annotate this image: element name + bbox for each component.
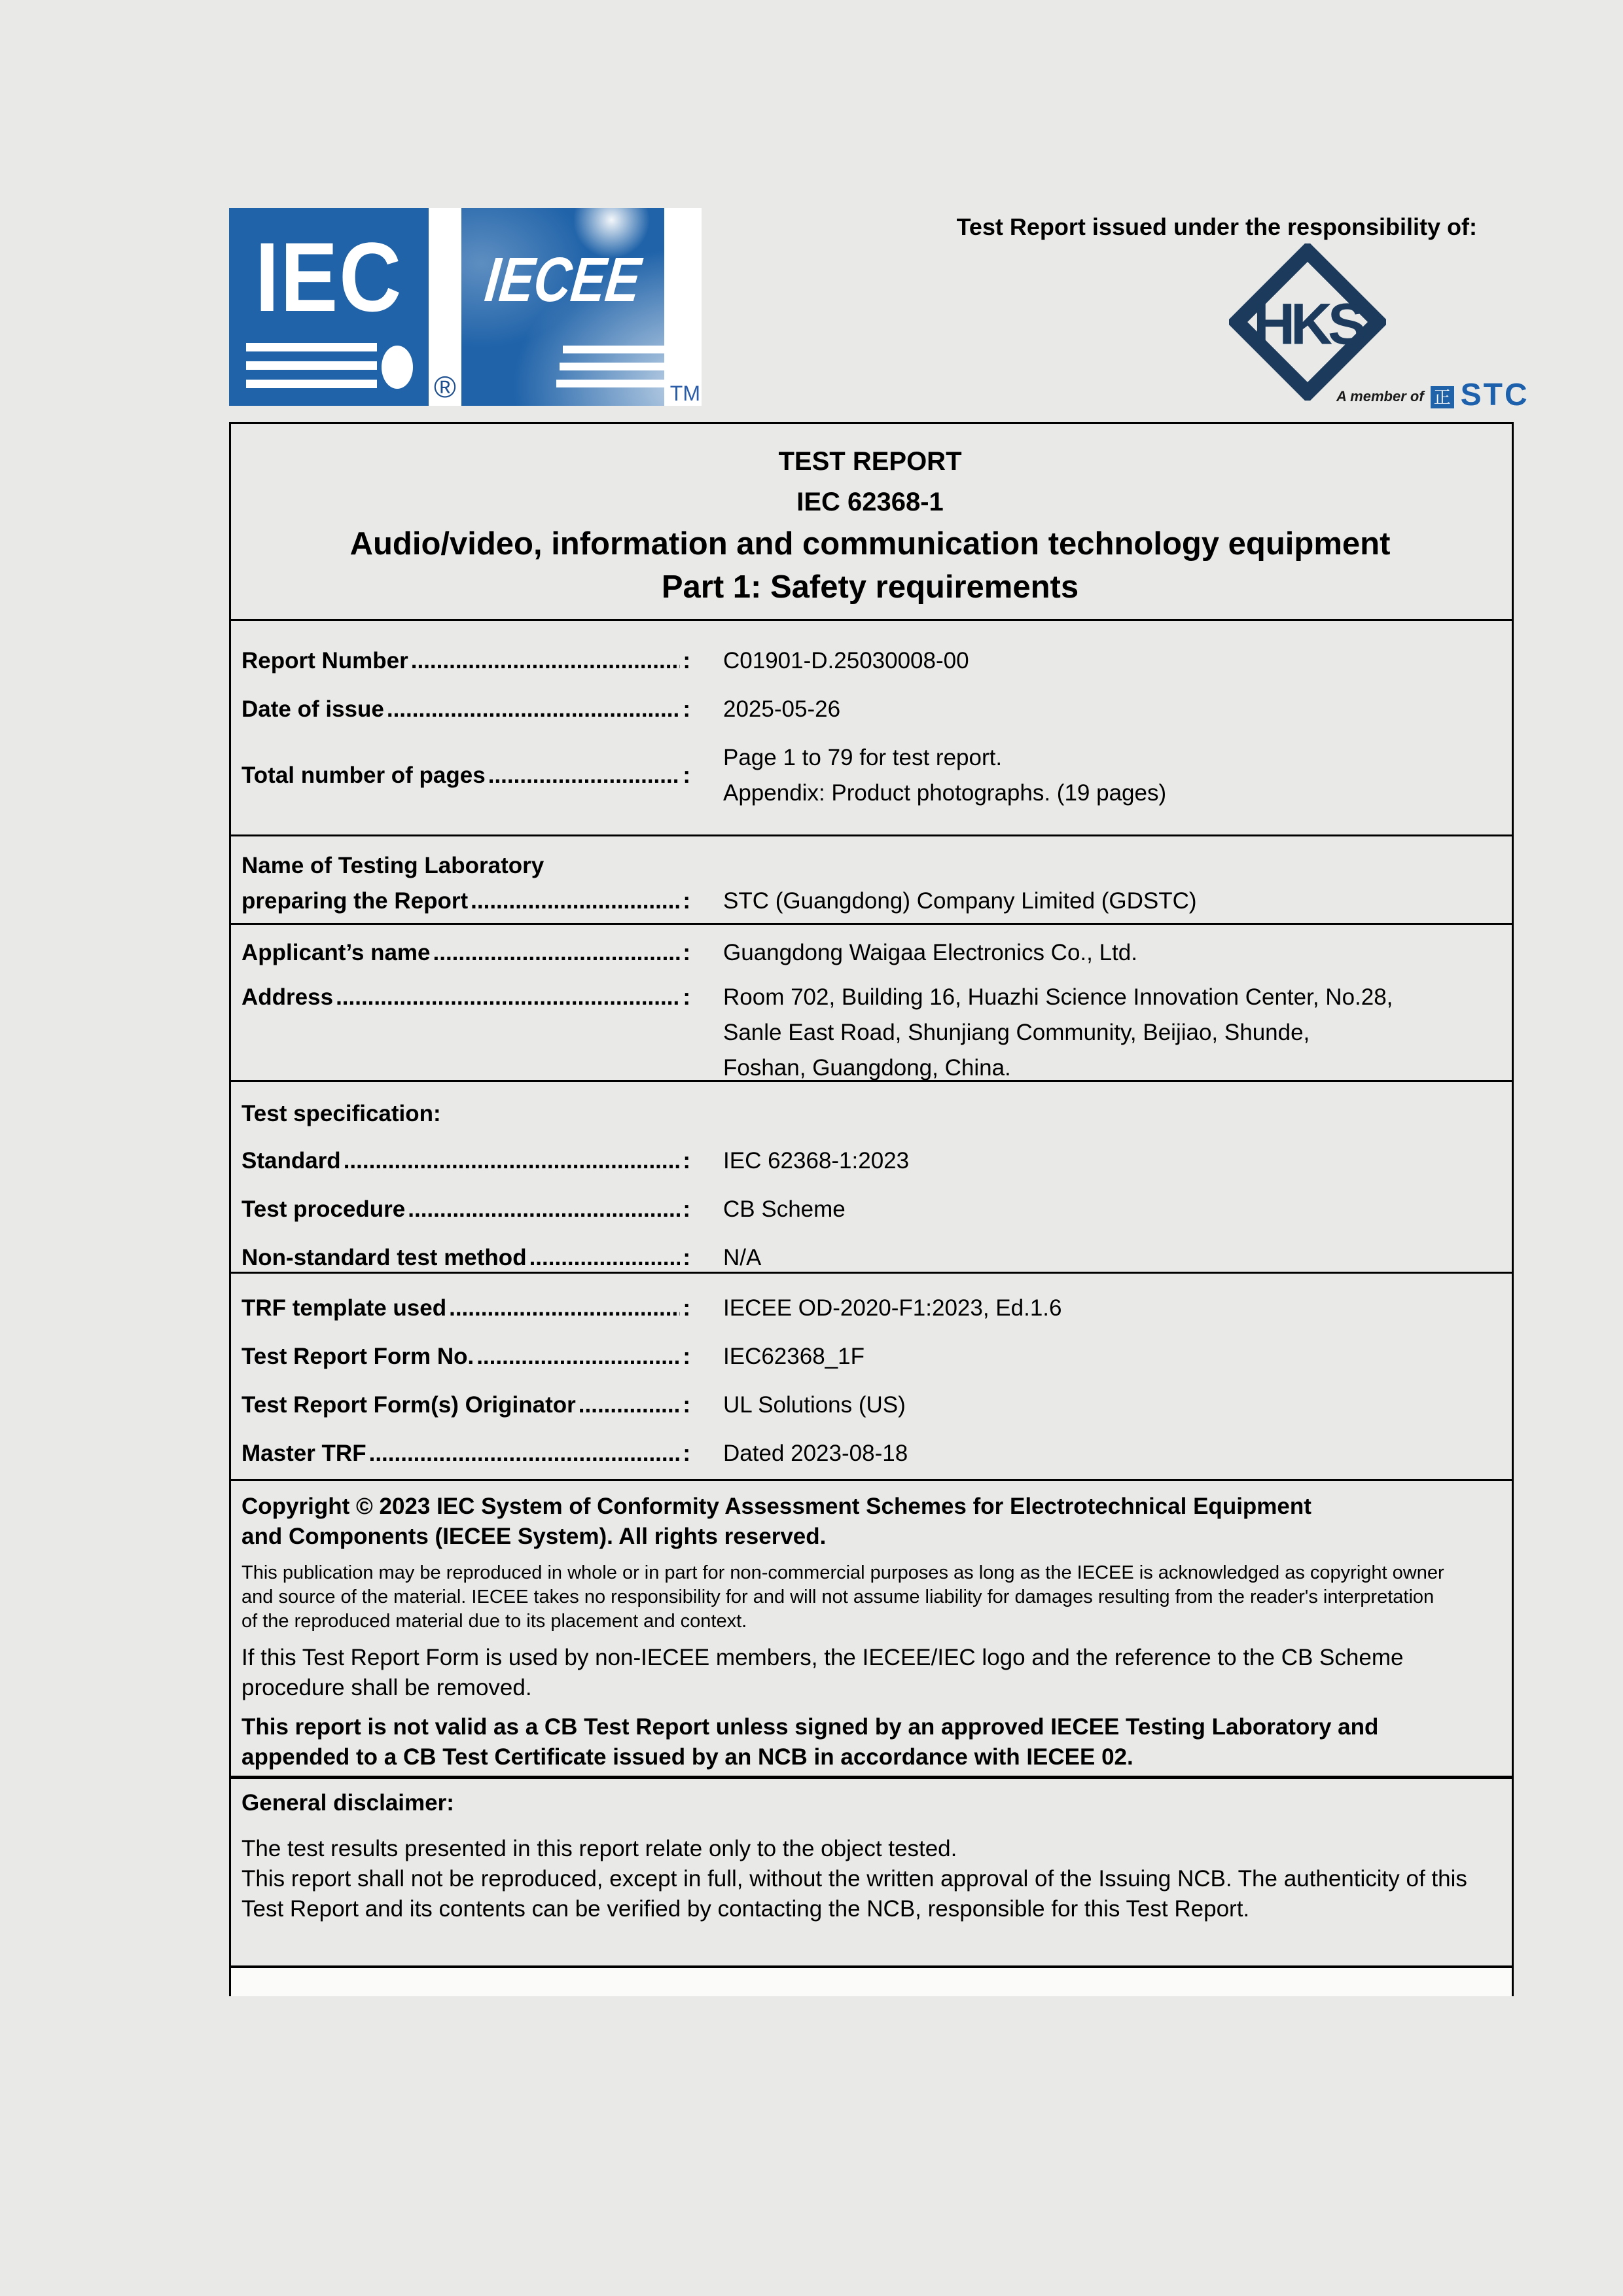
master-trf-value: Dated 2023-08-18 (723, 1441, 908, 1466)
report-number-value: C01901-D.25030008-00 (723, 648, 969, 673)
report-number-label: Report Number (241, 648, 408, 673)
field-test-procedure (241, 1192, 1499, 1227)
copyright-section (231, 1479, 1512, 1776)
test-spec-heading: Test specification: (241, 1101, 441, 1126)
label-colon (683, 1192, 690, 1227)
field-non-standard-method (241, 1240, 1499, 1276)
leader-dots (529, 1240, 681, 1276)
iec-stripes-icon (246, 343, 377, 398)
logo-divider (429, 208, 461, 406)
label-colon (683, 1291, 690, 1326)
testing-lab-section (231, 834, 1512, 923)
total-pages-label: Total number of pages (241, 762, 486, 788)
label-colon (683, 1339, 690, 1374)
test-specification-section (231, 1080, 1512, 1272)
stc-logo-text: STC (1460, 378, 1529, 412)
leader-dots (449, 1291, 680, 1326)
title-test-report: TEST REPORT (778, 447, 962, 476)
field-trf-number (241, 1339, 1499, 1374)
iec-logo (229, 208, 429, 406)
validity-note: This report is not valid as a CB Test Report unless signed by an approved IECEE Testing Laboratory and appended to a CB Test Certificate issued by an NCB in accordance with IECEE 02. (241, 1714, 1379, 1770)
master-trf-label: Master TRF (241, 1441, 366, 1466)
field-testing-lab (241, 848, 1499, 919)
non-member-note: If this Test Report Form is used by non-IECEE members, the IECEE/IEC logo and the reference to the CB Scheme procedure shall be removed. (241, 1645, 1404, 1700)
leader-dots (433, 935, 681, 971)
field-trf-originator (241, 1388, 1499, 1423)
trademark-strip (664, 208, 702, 406)
iecee-stripes-icon (556, 346, 664, 397)
applicant-section (231, 923, 1512, 1080)
label-colon (683, 643, 690, 679)
standard-label: Standard (241, 1148, 341, 1174)
date-of-issue-value: 2025-05-26 (723, 696, 841, 722)
responsibility-text: Test Report issued under the responsibility of: (956, 213, 1477, 240)
disclaimer-line1: The test results presented in this report relate only to the object tested. (241, 1836, 957, 1861)
field-address (241, 980, 1499, 1086)
field-applicant-name (241, 935, 1499, 971)
title-standard-name: Audio/video, information and communication technology equipment (349, 526, 1391, 562)
registered-trademark-icon: ® (434, 370, 456, 404)
leader-dots (411, 643, 681, 679)
general-disclaimer-section (231, 1776, 1512, 1965)
trademark-icon: TM (669, 382, 700, 405)
test-procedure-label: Test procedure (241, 1196, 406, 1222)
standard-value: IEC 62368-1:2023 (723, 1148, 910, 1174)
label-colon (683, 1240, 690, 1276)
field-date-of-issue (241, 692, 1499, 727)
iec-logo-text: IEC (255, 222, 403, 332)
testing-lab-label-line1: Name of Testing Laboratory (241, 853, 544, 878)
label-colon (683, 758, 690, 793)
non-standard-method-label: Non-standard test method (241, 1245, 527, 1270)
testing-lab-label-line2: preparing the Report (241, 888, 469, 914)
leader-dots (344, 1143, 681, 1179)
label-colon (683, 980, 690, 1015)
label-colon (683, 692, 690, 727)
trf-number-value: IEC62368_1F (723, 1344, 865, 1369)
field-total-pages (241, 740, 1499, 811)
non-standard-method-value: N/A (723, 1245, 762, 1270)
empty-footer-row (231, 1965, 1512, 1996)
member-of-text: A member of (1336, 388, 1424, 404)
label-colon (683, 1143, 690, 1179)
iecee-logo (461, 208, 664, 406)
field-report-number (241, 643, 1499, 679)
stc-membership-line (1336, 378, 1529, 412)
leader-dots (579, 1388, 681, 1423)
trf-template-label: TRF template used (241, 1295, 447, 1321)
trf-originator-value: UL Solutions (US) (723, 1392, 906, 1418)
leader-dots (408, 1192, 680, 1227)
address-value: Room 702, Building 16, Huazhi Science Innovation Center, No.28, Sanle East Road, Shunjiang Community, Beijiao, Shunde, Foshan, Guangdong, China. (723, 984, 1393, 1081)
report-id-section (231, 619, 1512, 834)
svg-text:HKS: HKS (1253, 291, 1362, 357)
title-standard-number: IEC 62368-1 (796, 488, 944, 516)
leader-dots (488, 758, 681, 793)
trf-template-value: IECEE OD-2020-F1:2023, Ed.1.6 (723, 1295, 1062, 1321)
copyright-notice: Copyright © 2023 IEC System of Conformity Assessment Schemes for Electrotechnical Equipment and Components (IECEE System). All rights reserved. (241, 1494, 1311, 1549)
iecee-logo-text: IECEE (482, 245, 644, 315)
report-table (229, 422, 1514, 1996)
leader-dots (336, 980, 680, 1015)
trf-originator-label: Test Report Form(s) Originator (241, 1392, 576, 1418)
hks-diamond-icon (1229, 243, 1386, 401)
testing-lab-value: STC (Guangdong) Company Limited (GDSTC) (723, 888, 1197, 914)
total-pages-line1: Page 1 to 79 for test report. (723, 745, 1003, 770)
test-procedure-value: CB Scheme (723, 1196, 846, 1222)
label-colon (683, 935, 690, 971)
total-pages-value (715, 740, 1499, 811)
trf-number-label: Test Report Form No. (241, 1344, 474, 1369)
disclaimer-heading: General disclaimer: (241, 1790, 454, 1816)
label-colon (683, 1388, 690, 1423)
title-block (231, 424, 1512, 619)
address-label: Address (241, 984, 334, 1010)
applicant-name-label: Applicant’s name (241, 940, 431, 965)
label-colon (683, 1436, 690, 1471)
total-pages-line2: Appendix: Product photographs. (19 pages) (723, 780, 1167, 806)
field-master-trf (241, 1436, 1499, 1471)
leader-dots (476, 1339, 680, 1374)
copyright-fine-print: This publication may be reproduced in whole or in part for non-commercial purposes as long as the IECEE is acknowledged as copyright owner and source of the material. IECEE takes no responsibility for and will not assume liability for damages resulting from the reader's interpretation of the reproduced material due to its placement and context. (241, 1562, 1444, 1632)
date-of-issue-label: Date of issue (241, 696, 384, 722)
leader-dots (471, 884, 680, 919)
field-trf-template (241, 1291, 1499, 1326)
iec-iecee-logo-banner (229, 208, 702, 406)
disclaimer-line2: This report shall not be reproduced, except in full, without the written approval of the Issuing NCB. The authenticity of this Test Report and its contents can be verified by contacting the NCB, responsible for this Test Report. (241, 1866, 1467, 1922)
iec-dot-icon (382, 346, 413, 389)
field-standard (241, 1143, 1499, 1179)
leader-dots (387, 692, 680, 727)
leader-dots (369, 1436, 681, 1471)
title-part: Part 1: Safety requirements (661, 569, 1079, 605)
label-colon (683, 884, 690, 919)
applicant-name-value: Guangdong Waigaa Electronics Co., Ltd. (723, 940, 1137, 965)
stc-seal-icon (1431, 386, 1454, 408)
trf-section (231, 1272, 1512, 1479)
